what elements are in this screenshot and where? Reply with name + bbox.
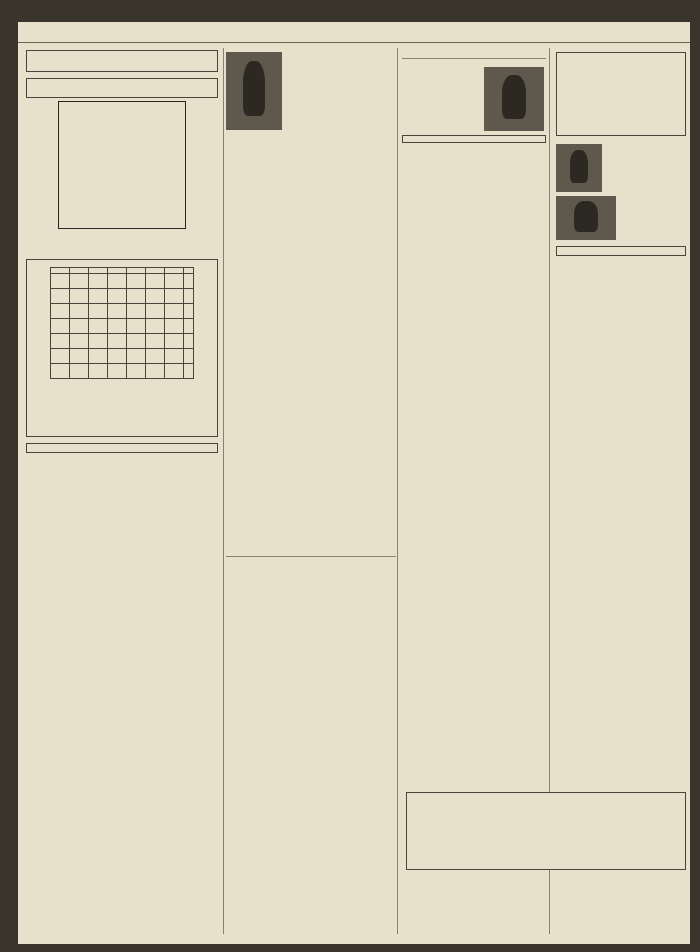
crossword-banner	[26, 78, 218, 98]
item-body	[623, 198, 683, 238]
lead-story	[226, 48, 396, 548]
briefs-box	[556, 52, 686, 136]
kalemat-box	[402, 135, 546, 143]
left-column	[22, 48, 222, 938]
newspaper-page	[18, 22, 690, 944]
mid-right-column	[400, 48, 548, 788]
device-photo	[556, 144, 602, 192]
portrait-photo	[484, 67, 544, 131]
column-divider	[397, 48, 398, 934]
ad-albireh	[26, 443, 218, 453]
ad-tulkarm	[406, 792, 686, 870]
ad-mustaqbal	[26, 259, 218, 437]
page-header	[18, 22, 690, 43]
ad-jericho	[556, 246, 686, 256]
story-title	[402, 58, 546, 63]
column-divider	[223, 48, 224, 934]
crossword	[22, 101, 222, 251]
unions-story	[226, 556, 396, 936]
khawater-banner	[26, 50, 218, 72]
building-illustration	[50, 267, 194, 379]
crossword-grid	[58, 101, 186, 229]
engine-photo	[556, 196, 616, 240]
unions-headline	[226, 556, 396, 560]
bodybuilder-photo	[226, 52, 282, 130]
